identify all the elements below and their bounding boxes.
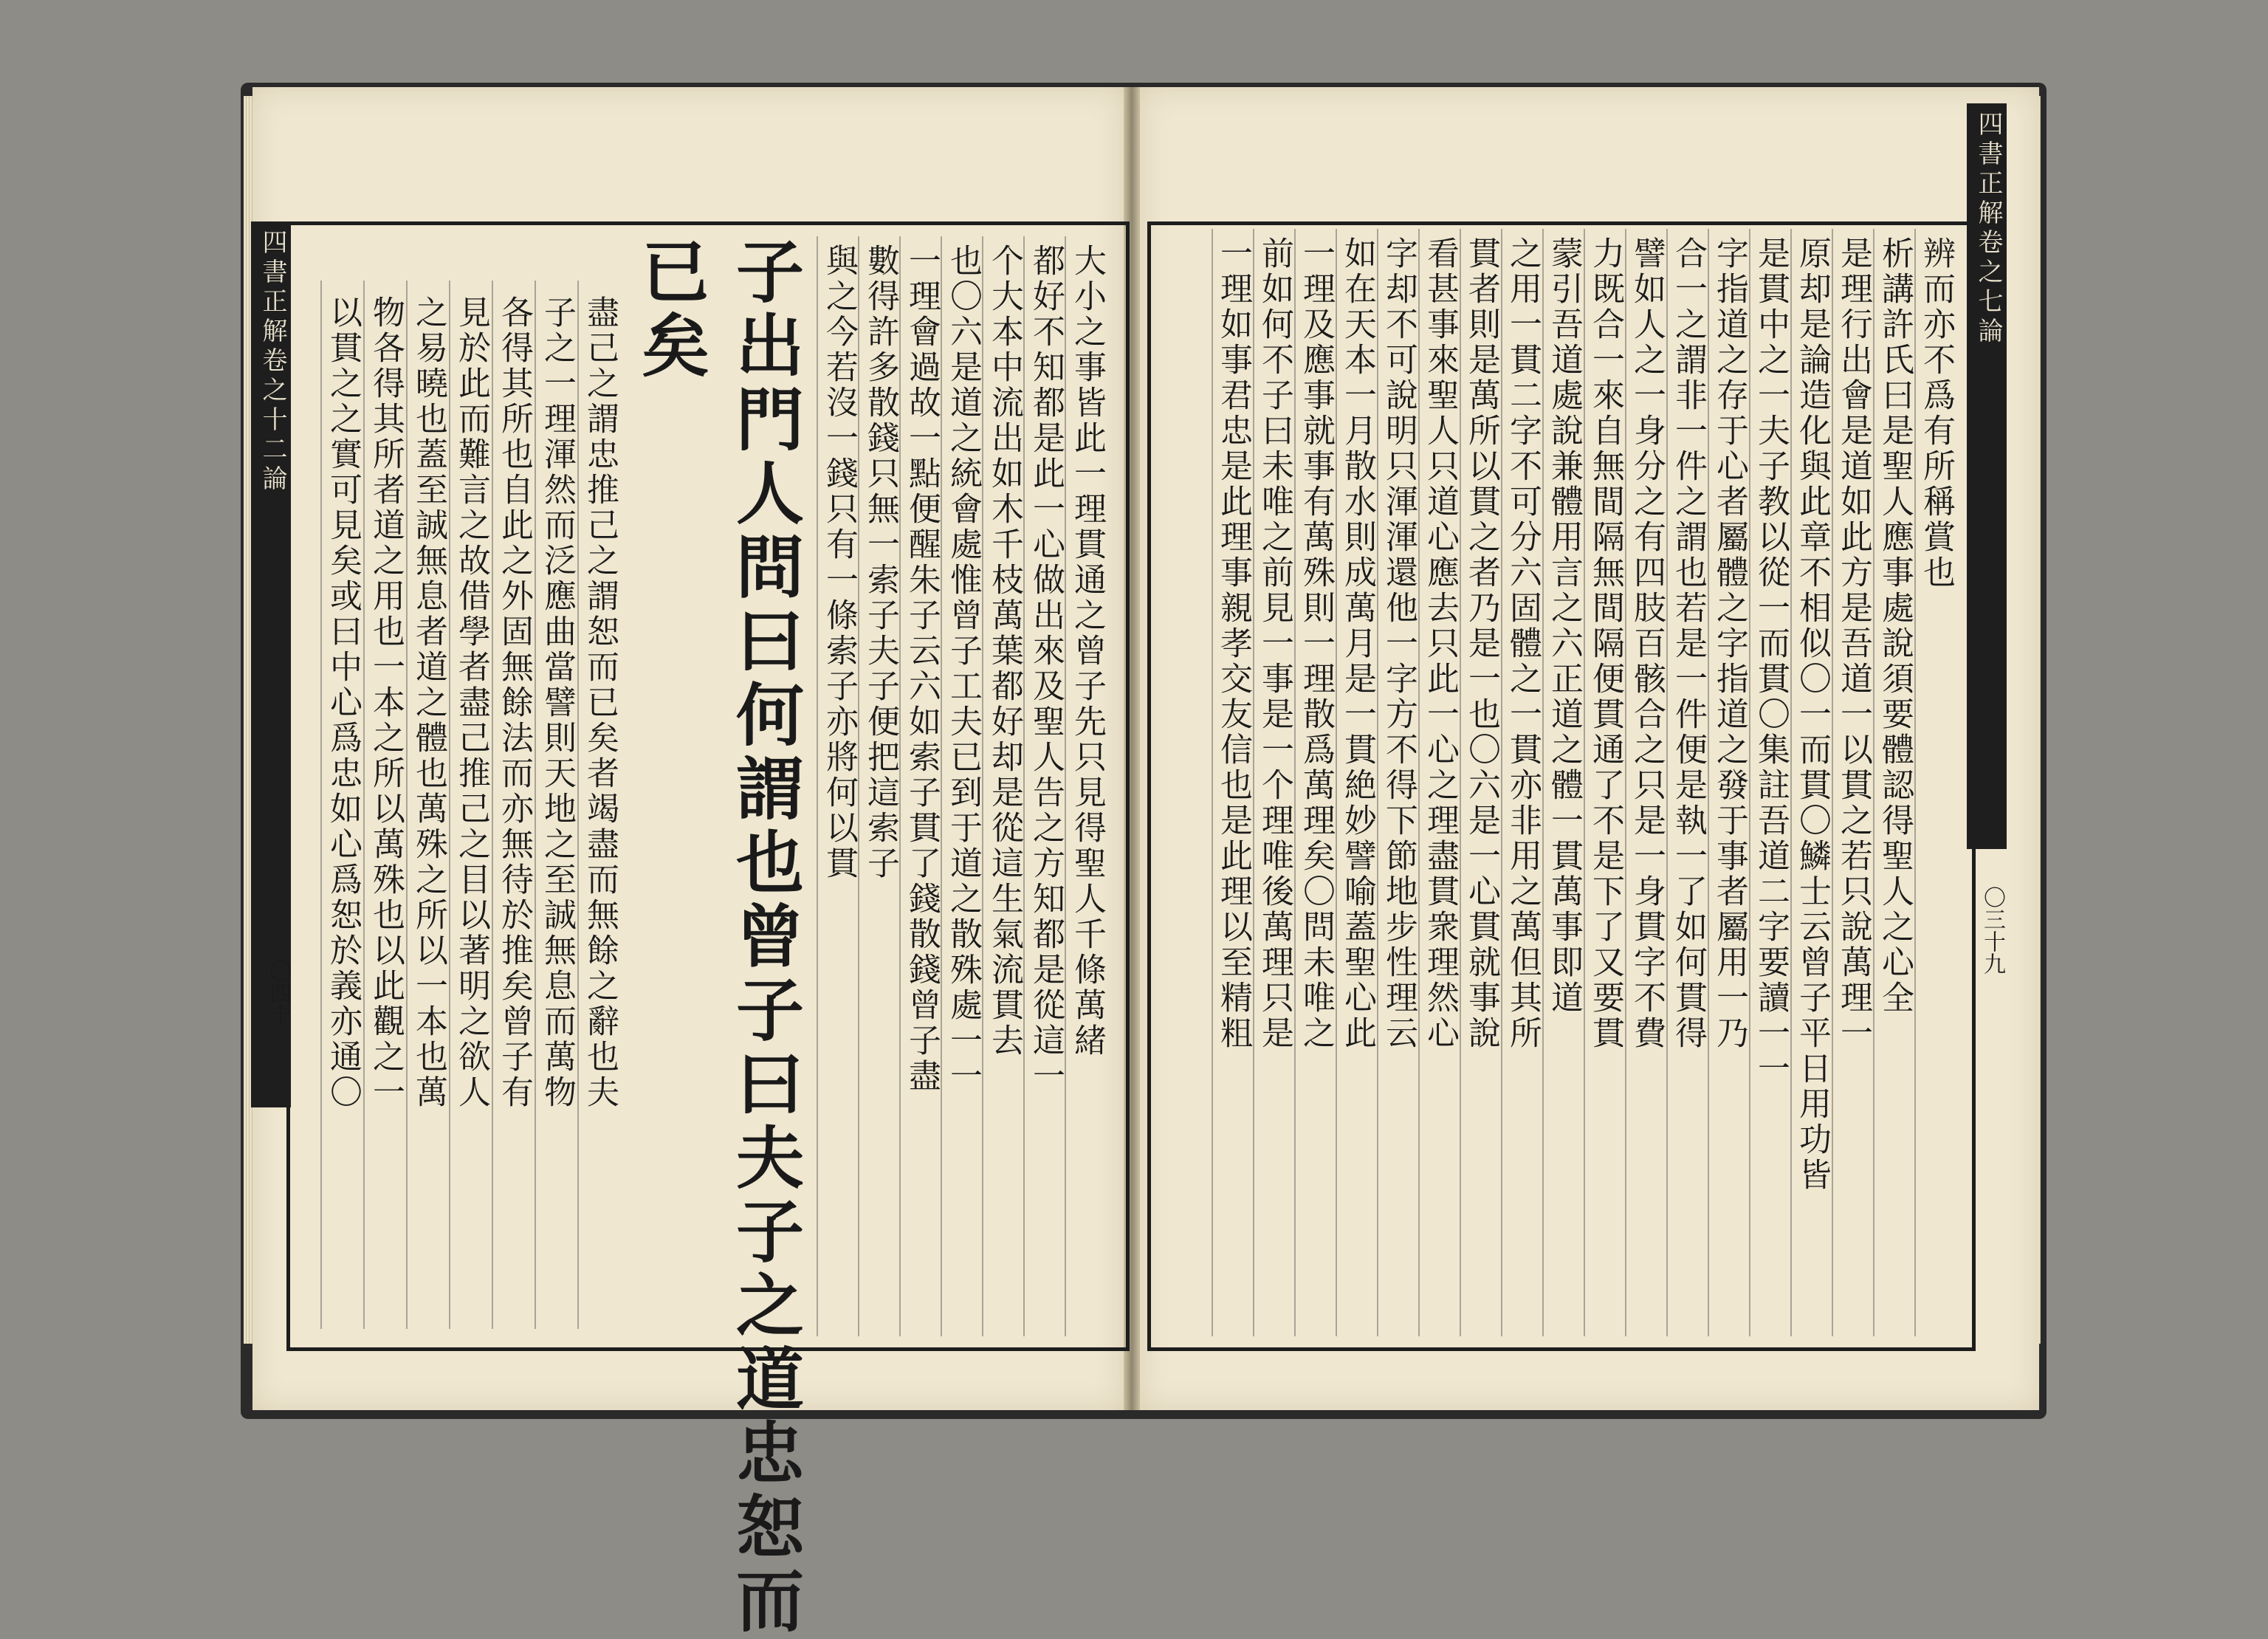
left-margin-title: 四書正解卷之十二論: [251, 221, 291, 1107]
right-text-column: 字却不可說明只渾渾還他一字方不得下節地步性理云: [1380, 236, 1418, 1051]
column-rule: [1460, 229, 1461, 1336]
right-text-column: 是理行出會是道如此方是吾道一以貫之若只說萬理一: [1835, 236, 1872, 1051]
right-text-column: 一理及應事就事有萬殊則一理散爲萬理矣〇問未唯之: [1297, 236, 1335, 1051]
column-rule: [320, 281, 322, 1329]
left-heading-column: 已矣: [630, 236, 710, 384]
right-text-column: 是貫中之一夫子教以從一而貫〇集註吾道二字要讀一一: [1752, 236, 1790, 1087]
column-rule: [1377, 229, 1378, 1336]
column-rule: [899, 236, 901, 1336]
right-text-column: 譬如人之一身分之有四肢百骸合之只是一身貫字不費: [1628, 236, 1666, 1051]
column-rule: [1749, 229, 1750, 1336]
column-rule: [577, 281, 579, 1329]
column-rule: [1914, 229, 1916, 1336]
column-rule: [982, 236, 983, 1336]
right-text-column: 力既合一來自無間隔無間隔便貫通了不是下了又要貫: [1587, 236, 1624, 1051]
right-margin-title: 四書正解卷之七論: [1967, 103, 2007, 849]
left-text-column: 大小之事皆此一理貫通之曾子先只見得聖人千條萬緒: [1068, 244, 1106, 1059]
left-text-column: 子之一理渾然而泛應曲當譬則天地之至誠無息而萬物: [538, 295, 576, 1110]
left-text-column: 物各得其所者道之用也一本之所以萬殊也以此觀之一: [367, 295, 405, 1110]
column-rule: [817, 236, 818, 1336]
right-text-column: 合一之謂非一件之謂也若是一件便是執一了如何貫得: [1669, 236, 1707, 1051]
column-rule: [1584, 229, 1585, 1336]
right-text-column: 蒙引吾道處說兼體用言之六正道之體一貫萬事即道: [1545, 236, 1583, 1016]
column-rule: [1832, 229, 1833, 1336]
right-text-column: 析講許氏曰是聖人應事處說須要體認得聖人之心全: [1876, 236, 1914, 1016]
column-rule: [1666, 229, 1668, 1336]
left-text-column: 个大本中流出如木千枝萬葉都好却是從這生氣流貫去: [986, 244, 1023, 1059]
right-margin-page-number: 〇三十九: [1979, 886, 2005, 975]
column-rule: [535, 281, 536, 1329]
column-rule: [449, 281, 450, 1329]
column-rule: [1212, 229, 1213, 1336]
right-text-column: 辨而亦不爲有所稱賞也: [1917, 236, 1955, 591]
column-rule: [1253, 229, 1254, 1336]
right-text-column: 看甚事來聖人只道心應去只此一心之理盡貫衆理然心: [1421, 236, 1459, 1051]
right-text-column: 原却是論造化與此章不相似〇一而貫〇鱗士云曾子平日用功皆: [1793, 236, 1831, 1193]
column-rule: [1418, 229, 1420, 1336]
column-rule: [1873, 229, 1874, 1336]
left-text-column: 盡己之謂忠推己之謂恕而已矣者竭盡而無餘之辭也夫: [581, 295, 619, 1110]
right-text-column: 一理如事君忠是此理事親孝交友信也是此理以至精粗: [1214, 236, 1252, 1051]
left-text-column: 以貫之之實可見矣或曰中心爲忠如心爲恕於義亦通〇: [324, 295, 362, 1110]
left-text-column: 都好不知都是此一心做出來及聖人告之方知都是從這一: [1027, 244, 1065, 1094]
column-rule: [1023, 236, 1025, 1336]
right-text-column: 之用一貫二字不可分六固體之一貫亦非用之萬但其所: [1504, 236, 1542, 1051]
column-rule: [1708, 229, 1709, 1336]
column-rule: [492, 281, 493, 1329]
left-margin-page-number: 〇四十: [265, 960, 291, 1026]
left-text-column: 一理會過故一點便醒朱子云六如索子貫了錢散錢曾子盡: [903, 244, 941, 1094]
left-text-column: 數得許多散錢只無一索子夫子便把這索子: [862, 244, 899, 882]
left-text-column: 之易曉也蓋至誠無息者道之體也萬殊之所以一本也萬: [410, 295, 447, 1110]
right-text-column: 字指道之存于心者屬體之字指道之發于事者屬用一乃: [1711, 236, 1748, 1051]
right-text-column: 前如何不子曰未唯之前見一事是一个理唯後萬理只是: [1256, 236, 1293, 1051]
left-text-column: 見於此而難言之故借學者盡己推己之目以著明之欲人: [453, 295, 490, 1110]
left-text-column: 與之今若沒一錢只有一條索子亦將何以貫: [820, 244, 858, 882]
column-rule: [406, 281, 408, 1329]
column-rule: [941, 236, 942, 1336]
column-rule: [1065, 236, 1066, 1336]
left-text-column: 各得其所也自此之外固無餘法而亦無待於推矣曾子有: [495, 295, 533, 1110]
column-rule: [1790, 229, 1792, 1336]
column-rule: [1542, 229, 1544, 1336]
column-rule: [1501, 229, 1502, 1336]
left-text-column: 也〇六是道之統會處惟曾子工夫已到于道之散殊處一一: [944, 244, 982, 1094]
column-rule: [1625, 229, 1626, 1336]
right-text-column: 貫者則是萬所以貫之者乃是一也〇六是一心貫就事說: [1463, 236, 1500, 1051]
right-text-column: 如在天本一月散水則成萬月是一貫絶妙譬喻蓋聖心此: [1339, 236, 1376, 1051]
column-rule: [1294, 229, 1296, 1336]
column-rule: [363, 281, 365, 1329]
column-rule: [1336, 229, 1337, 1336]
left-heading-column: 子出門人問曰何謂也曾子曰夫子之道忠恕而: [725, 236, 805, 1639]
column-rule: [858, 236, 859, 1336]
